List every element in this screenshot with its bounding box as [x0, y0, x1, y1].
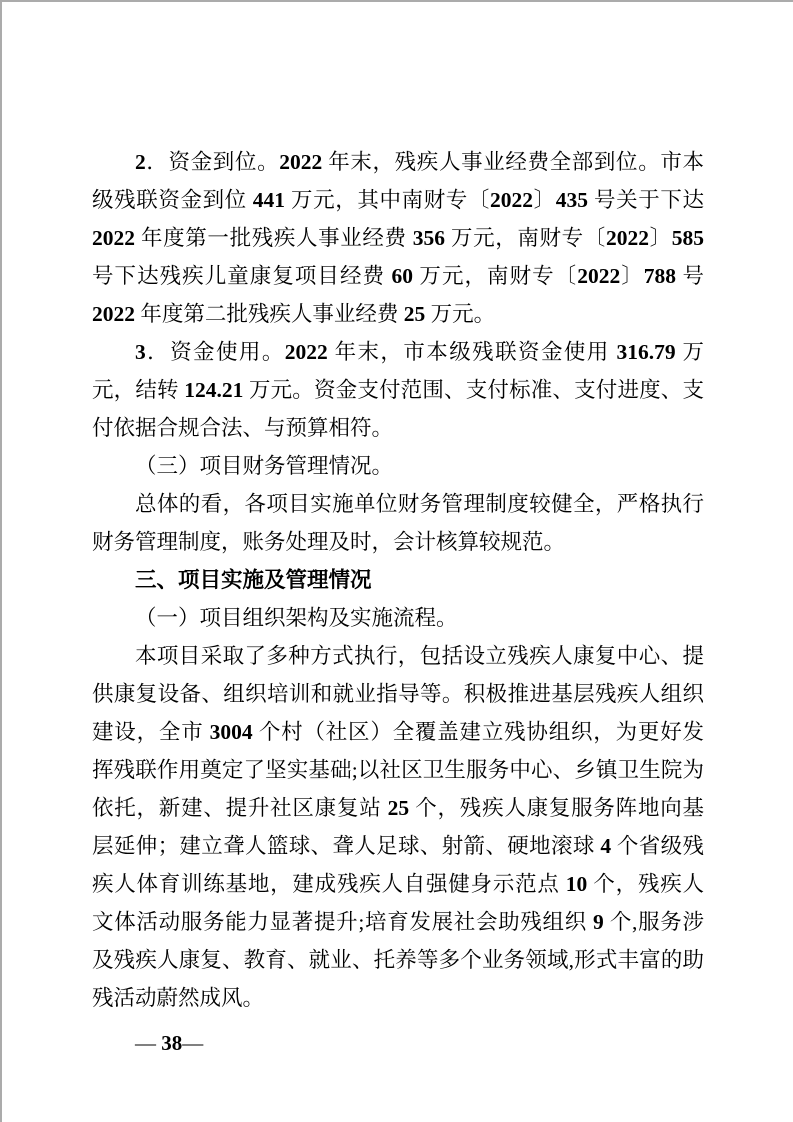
bold-text-run: 435: [555, 188, 589, 212]
text-run: 总体的看，各项目实施单位财务管理制度较健全，严格执行财务管理制度，账务处理及时，会计核算较规范。: [92, 492, 704, 554]
text-run: 万元。资金支付范围、支付标准、支付进度、支付依据合规合法、与预算相符。: [92, 378, 704, 440]
bold-text-run: 9: [593, 910, 604, 934]
text-run: 个，残疾人康复服务阵地向基层延伸；建立聋人篮球、聋人足球、射箭、硬地滚球: [92, 796, 704, 858]
bold-text-run: 25: [403, 302, 426, 326]
text-run: 万元，结转: [92, 340, 704, 402]
text-run: —: [135, 1031, 162, 1055]
heading-project-finance-management: [92, 447, 704, 485]
text-run: 号: [676, 264, 704, 288]
bold-text-run: 10: [565, 872, 588, 896]
text-run: 万元。: [425, 302, 496, 326]
text-run: 年末，市本级残联资金使用: [327, 340, 617, 364]
bold-text-run: 3004: [209, 720, 253, 744]
text-run: 〕: [533, 188, 556, 212]
text-run: ．资金到位。: [145, 150, 280, 174]
bold-text-run: 585: [671, 226, 704, 250]
text-run: （一）项目组织架构及实施流程。: [135, 606, 458, 630]
bold-text-run: 2022: [490, 188, 534, 212]
heading-section-three: [92, 561, 704, 599]
text-run: 万元，南财专〔: [444, 226, 606, 250]
text-run: 三、项目实施及管理情况: [135, 568, 372, 592]
text-run: 万元，南财专〔: [412, 264, 578, 288]
bold-text-run: 2022: [92, 226, 135, 250]
bold-text-run: 2022: [92, 302, 135, 326]
document-body: [92, 143, 704, 1017]
bold-text-run: 124.21: [184, 378, 244, 402]
text-run: 个村（社区）全覆盖建立残协组织，为更好发挥残联作用奠定了坚实基础;以社区卫生服务中心、乡镇卫生院为依托，新建、提升社区康复站: [92, 720, 704, 820]
text-run: 个,服务涉及残疾人康复、教育、就业、托养等多个业务领域,形式丰富的助残活动蔚然成风。: [92, 910, 704, 1010]
text-run: 年末，残疾人事业经费全部到位。市本级残联资金到位: [92, 150, 704, 212]
para-funds-in-place: [92, 143, 704, 333]
bold-text-run: 2: [135, 150, 146, 174]
bold-text-run: 441: [252, 188, 286, 212]
page-number: [135, 1030, 203, 1056]
bold-text-run: 2022: [577, 264, 621, 288]
bold-text-run: 2022: [284, 340, 328, 364]
text-run: 号关于下达: [588, 188, 704, 212]
bold-text-run: 4: [600, 834, 612, 858]
para-funds-usage: [92, 333, 704, 447]
text-run: （三）项目财务管理情况。: [135, 454, 394, 478]
para-finance-overview: [92, 485, 704, 561]
text-run: 〕: [648, 226, 672, 250]
para-implementation: [92, 637, 704, 1017]
text-run: 个省级残疾人体育训练基地，建成残疾人自强健身示范点: [92, 834, 704, 896]
bold-text-run: 60: [391, 264, 413, 288]
text-run: 本项目采取了多种方式执行，包括设立残疾人康复中心、提供康复设备、组织培训和就业指导等。积极推进基层残疾人组织建设，全市: [92, 644, 704, 744]
bold-text-run: 2022: [279, 150, 323, 174]
bold-text-run: 356: [412, 226, 445, 250]
bold-text-run: 38: [161, 1031, 183, 1055]
text-run: 〕: [620, 264, 644, 288]
text-run: 年度第二批残疾人事业经费: [135, 302, 404, 326]
text-run: 号下达残疾儿童康复项目经费: [92, 264, 392, 288]
bold-text-run: 25: [387, 796, 410, 820]
bold-text-run: 316.79: [616, 340, 676, 364]
text-run: 年度第一批残疾人事业经费: [135, 226, 413, 250]
text-run: ．资金使用。: [145, 340, 285, 364]
heading-org-structure: [92, 599, 704, 637]
bold-text-run: 3: [135, 340, 146, 364]
text-run: 个，残疾人文体活动服务能力显著提升;培育发展社会助残组织: [92, 872, 704, 934]
bold-text-run: 2022: [605, 226, 649, 250]
bold-text-run: 788: [643, 264, 677, 288]
text-run: —: [182, 1031, 204, 1055]
text-run: 万元，其中南财专〔: [285, 188, 491, 212]
